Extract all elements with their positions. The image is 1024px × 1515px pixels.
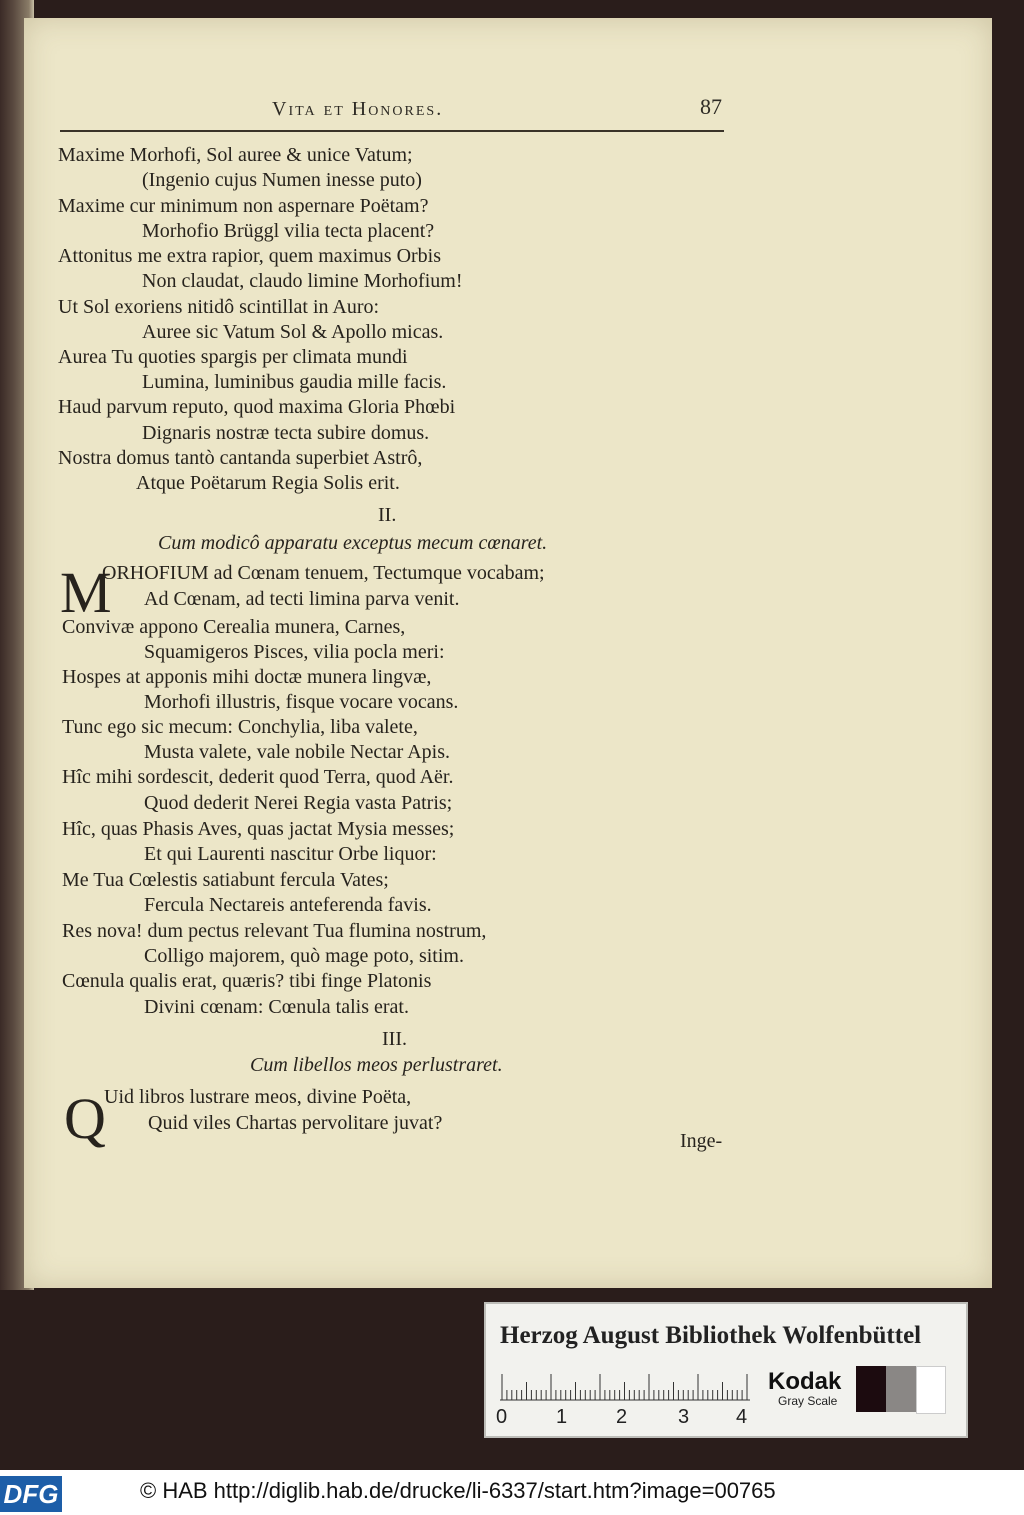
verse-line: Squamigeros Pisces, vilia pocla meri: (144, 641, 445, 663)
scale-label: 2 (616, 1406, 628, 1428)
kodak-subtitle: Gray Scale (778, 1394, 838, 1408)
verse-line: Hîc mihi sordescit, dederit quod Terra, quod Aër. (62, 766, 454, 788)
verse-line: Morhofi illustris, fisque vocare vocans. (144, 691, 459, 713)
verse-line: Maxime cur minimum non aspernare Poëtam? (58, 195, 429, 217)
library-name: Herzog August Bibliothek Wolfenbüttel (500, 1322, 922, 1349)
verse-line: Attonitus me extra rapior, quem maximus Orbis (58, 245, 442, 267)
scale-label: 0 (496, 1406, 508, 1428)
section-numeral: II. (378, 504, 397, 526)
verse-line: Res nova! dum pectus relevant Tua flumina nostrum, (62, 920, 487, 942)
verse-line: Colligo majorem, quò mage poto, sitim. (144, 945, 464, 967)
verse-line: Quod dederit Nerei Regia vasta Patris; (144, 792, 453, 814)
gray-patch-mid (886, 1366, 916, 1412)
section-title: Cum modicô apparatu exceptus mecum cœnaret. (158, 532, 548, 554)
gray-patch-black (856, 1366, 886, 1412)
section-numeral: III. (382, 1028, 407, 1050)
verse-line: Musta valete, vale nobile Nectar Apis. (144, 741, 451, 763)
verse-line: Uid libros lustrare meos, divine Poëta, (104, 1086, 412, 1108)
verse-line: Divini cœnam: Cœnula talis erat. (144, 996, 409, 1018)
verse-line: Et qui Laurenti nascitur Orbe liquor: (144, 843, 437, 865)
page-number: 87 (700, 94, 722, 119)
verse-line: Morhofio Brüggl vilia tecta placent? (142, 220, 435, 242)
gray-patch-white (916, 1366, 946, 1414)
verse-line: Hîc, quas Phasis Aves, quas jactat Mysia messes; (62, 818, 455, 840)
scale-label: 4 (736, 1406, 748, 1428)
verse-line: Quid viles Chartas pervolitare juvat? (148, 1112, 443, 1134)
ruler-scale (500, 1370, 750, 1410)
verse-line: Dignaris nostræ tecta subire domus. (142, 422, 430, 444)
scale-label: 3 (678, 1406, 690, 1428)
source-url: © HAB http://diglib.hab.de/drucke/li-6337/start.htm?image=00765 (140, 1478, 776, 1503)
verse-line: Lumina, luminibus gaudia mille facis. (142, 371, 447, 393)
verse-line: Convivæ appono Cerealia munera, Carnes, (62, 616, 406, 638)
section-title: Cum libellos meos perlustraret. (250, 1054, 503, 1076)
drop-cap: M (60, 560, 112, 625)
dfg-logo: DFG (0, 1476, 62, 1512)
verse-line: Nostra domus tantò cantanda superbiet Astrô, (58, 447, 423, 469)
verse-line: Auree sic Vatum Sol & Apollo micas. (142, 321, 444, 343)
verse-line: Cœnula qualis erat, quæris? tibi finge Platonis (62, 970, 432, 992)
kodak-logo: Kodak (768, 1368, 842, 1395)
verse-line: Atque Poëtarum Regia Solis erit. (136, 472, 400, 494)
verse-line: (Ingenio cujus Numen inesse puto) (142, 169, 422, 191)
verse-line: Me Tua Cœlestis satiabunt fercula Vates; (62, 869, 389, 891)
library-color-card (484, 1302, 968, 1438)
verse-line: Ad Cœnam, ad tecti limina parva venit. (144, 588, 460, 610)
verse-line: Haud parvum reputo, quod maxima Gloria Phœbi (58, 396, 456, 418)
verse-line: Hospes at apponis mihi doctæ munera lingvæ, (62, 666, 432, 688)
verse-line: ORHOFIUM ad Cœnam tenuem, Tectumque vocabam; (102, 562, 545, 584)
running-title: Vita et Honores. (272, 98, 444, 120)
drop-cap: Q (64, 1086, 106, 1151)
verse-line: Aurea Tu quoties spargis per climata mundi (58, 346, 408, 368)
catchword: Inge- (680, 1130, 723, 1152)
verse-line: Ut Sol exoriens nitidô scintillat in Auro: (58, 296, 380, 318)
verse-line: Tunc ego sic mecum: Conchylia, liba valete, (62, 716, 418, 738)
verse-line: Fercula Nectareis anteferenda favis. (144, 894, 432, 916)
verse-line: Non claudat, claudo limine Morhofium! (142, 270, 463, 292)
scale-label: 1 (556, 1406, 568, 1428)
verse-line: Maxime Morhofi, Sol auree & unice Vatum; (58, 144, 413, 166)
